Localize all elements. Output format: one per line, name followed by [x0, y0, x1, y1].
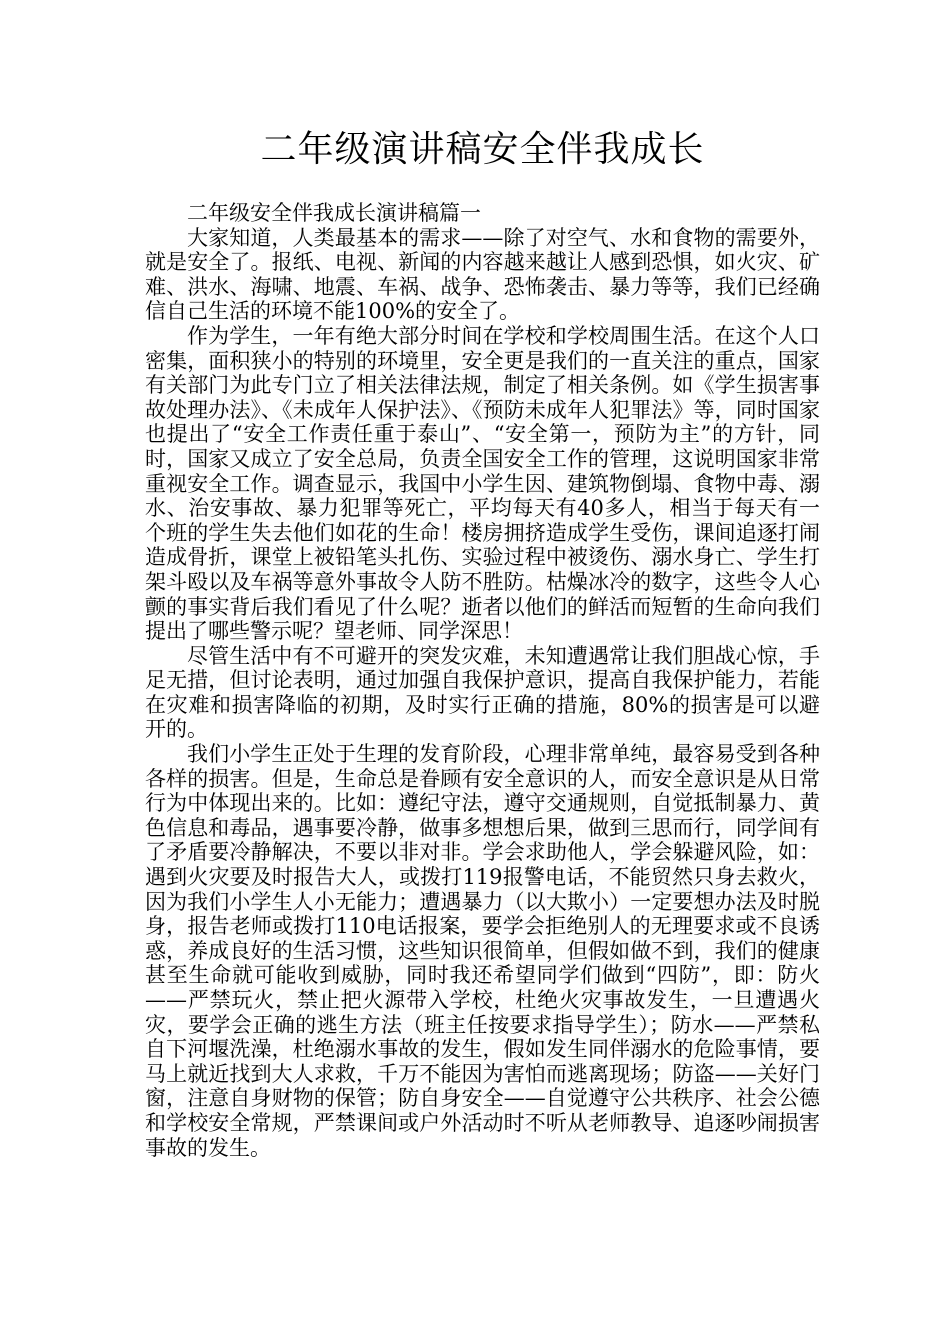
- document-title: 二年级演讲稿安全伴我成长: [260, 129, 705, 170]
- document-subtitle: 二年级安全伴我成长演讲稿篇一: [187, 201, 481, 225]
- paragraph-2: 作为学生，一年有绝大部分时间在学校和学校周围生活。在这个人口密集，面积狭小的特别的环境里，安全更是我们的一直关注的重点，国家有关部门为此专门立了相关法律法规，制定了相关条例。如《学生损害事故处理办法》、《未成年人保护法》、《预防未成年人犯罪法》等，同时国家也提出了“安全工作责任重于泰山”、“安全第一，预防为主”的方针，同时，国家又成立了安全总局，负责全国安全工作的管理，这说明国家非常重视安全工作。调查显示，我国中小学生因、建筑物倒塌、食物中毒、溺水、治安事故、暴力犯罪等死亡，平均每天有40多人，相当于每天有一个班的学生失去他们如花的生命！楼房拥挤造成学生受伤，课间追逐打闹造成骨折，课堂上被铅笔头扎伤、实验过程中被烫伤、溺水身亡、学生打架斗殴以及车祸等意外事故令人防不胜防。枯燥冰冷的数字，这些令人心颤的事实背后我们看见了什么呢？逝者以他们的鲜活而短暂的生命向我们提出了哪些警示呢？望老师、同学深思！: [145, 323, 820, 644]
- document-body: [145, 201, 820, 1160]
- paragraph-3: 尽管生活中有不可避开的突发灾难，未知遭遇常让我们胆战心惊，手足无措，但讨论表明，通过加强自我保护意识，提高自我保护能力，若能在灾难和损害降临的初期，及时实行正确的措施，80%的损害是可以避开的。: [145, 643, 820, 742]
- paragraph-4: 我们小学生正处于生理的发育阶段，心理非常单纯，最容易受到各种各样的损害。但是，生命总是眷顾有安全意识的人，而安全意识是从日常行为中体现出来的。比如：遵纪守法，遵守交通规则，自觉抵制暴力、黄色信息和毒品，遇事要冷静，做事多想想后果，做到三思而行，同学间有了矛盾要冷静解决，不要以非对非。学会求助他人，学会躲避风险，如：遇到火灾要及时报告大人，或拨打119报警电话，不能贸然只身去救火，因为我们小学生人小无能力；遭遇暴力（以大欺小）一定要想办法及时脱身，报告老师或拨打110电话报案，要学会拒绝别人的无理要求或不良诱惑，养成良好的生活习惯，这些知识很简单，但假如做不到，我们的健康甚至生命就可能收到威胁，同时我还希望同学们做到“四防”，即：防火——严禁玩火，禁止把火源带入学校，杜绝火灾事故发生，一旦遭遇火灾，要学会正确的逃生方法（班主任按要求指导学生）；防水——严禁私自下河堰洗澡，杜绝溺水事故的发生，假如发生同伴溺水的危险事情，要马上就近找到大人求救，千万不能因为害怕而逃离现场；防盗——关好门窗，注意自身财物的保管；防自身安全——自觉遵守公共秩序、社会公德和学校安全常规，严禁课间或户外活动时不听从老师教导、追逐吵闹损害事故的发生。: [145, 742, 820, 1160]
- paragraph-1: 大家知道，人类最基本的需求——除了对空气、水和食物的需要外，就是安全了。报纸、电视、新闻的内容越来越让人感到恐惧，如火灾、矿难、洪水、海啸、地震、车祸、战争、恐怖袭击、暴力等等，我们已经确信自己生活的环境不能100%的安全了。: [145, 225, 820, 324]
- document-page: [145, 125, 820, 1160]
